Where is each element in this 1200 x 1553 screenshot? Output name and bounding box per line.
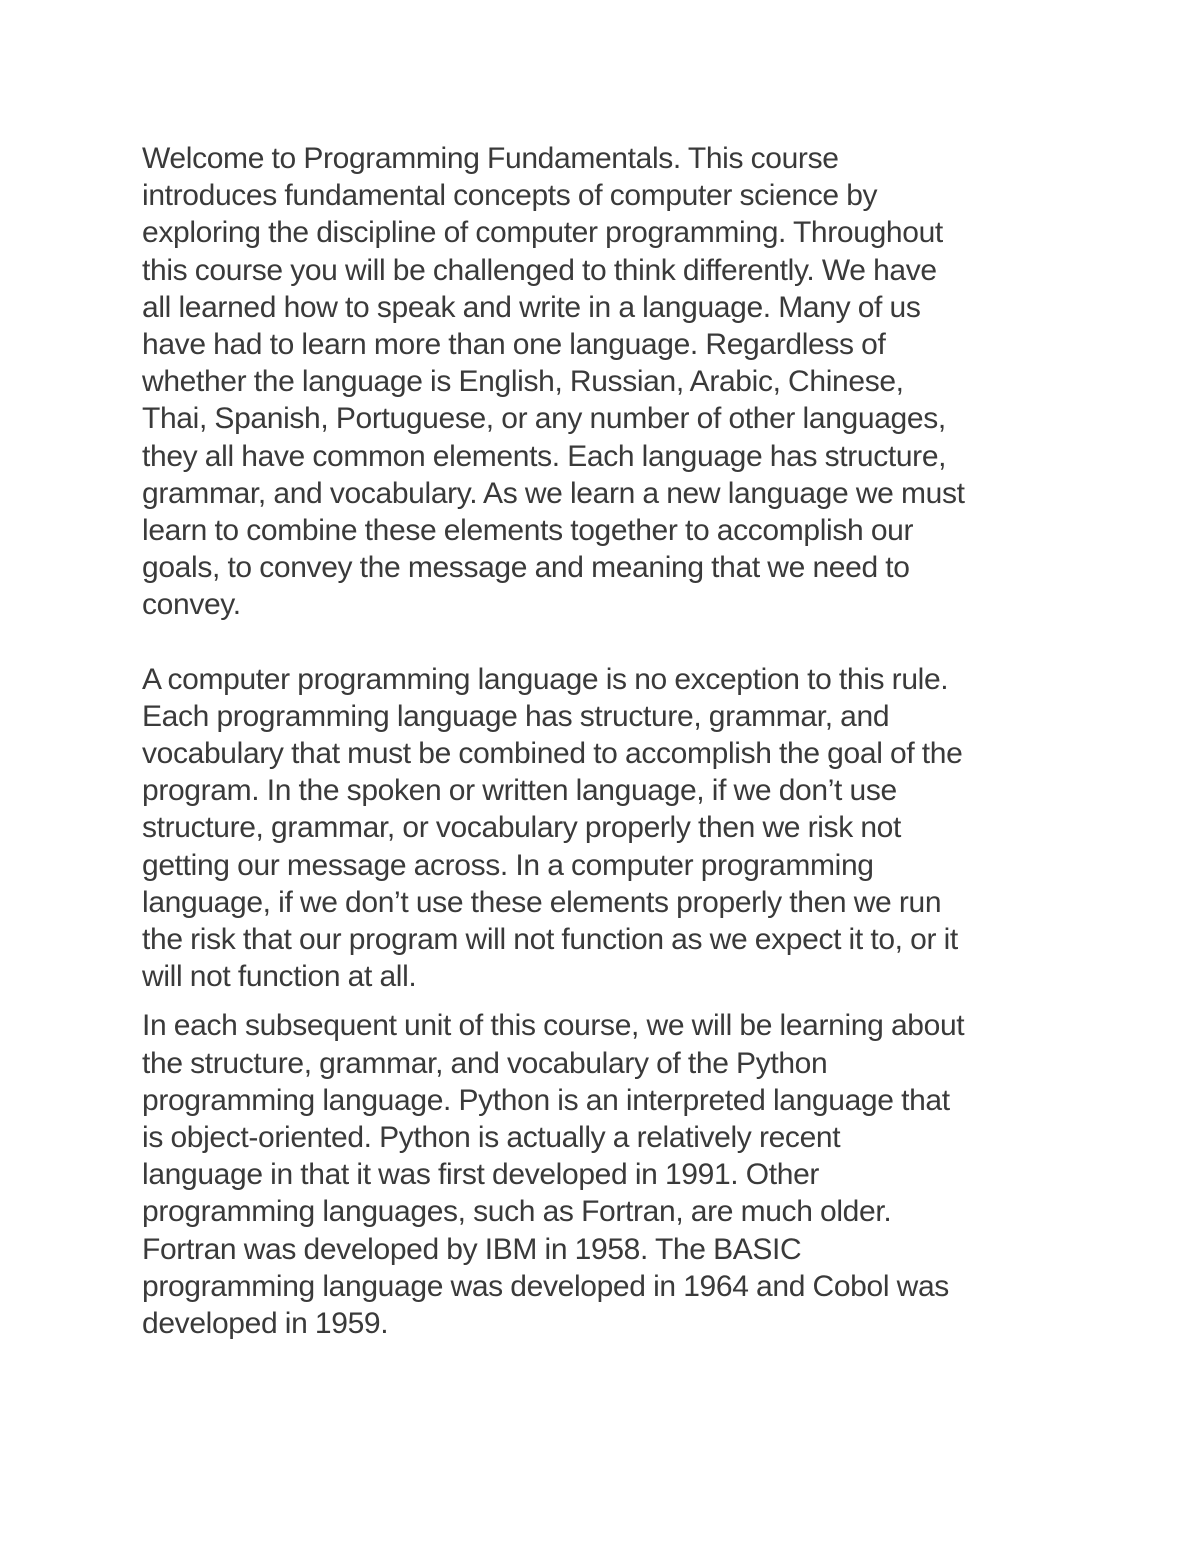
paragraph-intro — [142, 140, 1082, 624]
text-line: Thai, Spanish, Portuguese, or any number of other languages, — [142, 402, 946, 436]
text-line: getting our message across. In a computer programming — [142, 848, 874, 882]
text-line: exploring the discipline of computer programming. Throughout — [142, 216, 943, 250]
text-line: the structure, grammar, and vocabulary of the Python — [142, 1046, 828, 1080]
paragraph-python — [142, 1007, 1082, 1342]
text-line: Each programming language has structure, grammar, and — [142, 699, 890, 733]
text-line: introduces fundamental concepts of computer science by — [142, 179, 878, 213]
text-line: all learned how to speak and write in a language. Many of us — [142, 290, 921, 324]
text-line: whether the language is English, Russian, Arabic, Chinese, — [142, 365, 904, 399]
text-line: is object-oriented. Python is actually a relatively recent — [142, 1121, 841, 1155]
text-line: goals, to convey the message and meaning that we need to — [142, 551, 910, 585]
text-line: program. In the spoken or written language, if we don’t use — [142, 774, 897, 808]
text-line: developed in 1959. — [142, 1307, 389, 1341]
text-line: A computer programming language is no exception to this rule. — [142, 662, 949, 696]
text-line: programming language was developed in 1964 and Cobol was — [142, 1269, 949, 1303]
paragraph-programming-language — [142, 661, 1082, 996]
text-line: language, if we don’t use these elements properly then we run — [142, 885, 942, 919]
text-line: they all have common elements. Each language has structure, — [142, 439, 947, 473]
text-line: language in that it was first developed in 1991. Other — [142, 1158, 820, 1192]
text-line: In each subsequent unit of this course, we will be learning about — [142, 1009, 965, 1043]
document-body — [142, 140, 1082, 1342]
text-line: will not function at all. — [142, 960, 417, 994]
text-line: programming language. Python is an interpreted language that — [142, 1083, 950, 1117]
text-line: the risk that our program will not function as we expect it to, or it — [142, 923, 958, 957]
text-line: vocabulary that must be combined to accomplish the goal of the — [142, 737, 963, 771]
text-line: have had to learn more than one language. Regardless of — [142, 328, 886, 362]
text-line: this course you will be challenged to think differently. We have — [142, 253, 937, 287]
text-line: programming languages, such as Fortran, are much older. — [142, 1195, 892, 1229]
text-line: structure, grammar, or vocabulary properly then we risk not — [142, 811, 901, 845]
text-line: Fortran was developed by IBM in 1958. The BASIC — [142, 1232, 802, 1266]
text-line: Welcome to Programming Fundamentals. This course — [142, 142, 839, 175]
text-line: grammar, and vocabulary. As we learn a new language we must — [142, 476, 965, 510]
text-line: learn to combine these elements together to accomplish our — [142, 514, 914, 548]
text-line: convey. — [142, 588, 241, 622]
